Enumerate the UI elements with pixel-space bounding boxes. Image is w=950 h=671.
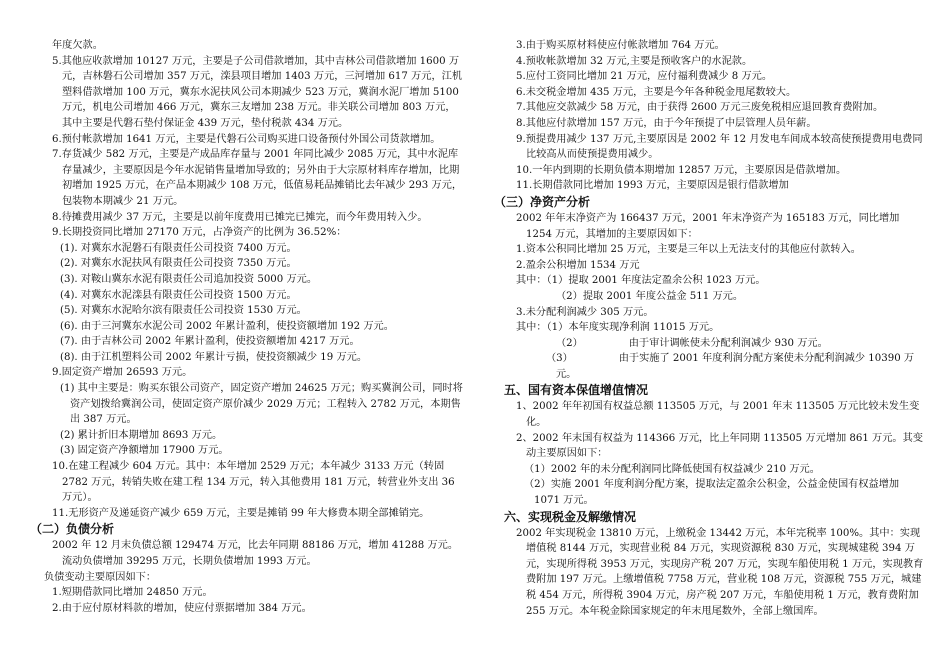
paragraph: 10.在建工程减少 604 万元。其中：本年增加 2529 万元；本年减少 3133 万元（转固 2782 万元，转销失败在建工程 134 万元，转入其他费用 181 万元，转营业外支出 36 万元）。	[52, 461, 455, 504]
paragraph: 2002 年年末净资产为 166437 万元，2001 年末净资产为 165183 万元，同比增加 1254 万元，其增加的主要原因如下：	[516, 212, 900, 240]
paragraph: （3） 由于实施了 2001 年度利润分配方案使未分配利润减少 10390 万元。	[546, 353, 915, 380]
right-column	[494, 38, 928, 619]
paragraph: 4.预收帐款增加 32 万元,主要是预收客户的水泥款。	[516, 55, 753, 67]
section-heading: （二）负债分析	[30, 522, 115, 537]
paragraph: (1) 其中主要是：购买东银公司资产，固定资产增加 24625 万元；购买冀润公司，同时将资产划拨给冀润公司，使固定资产原价减少 2029 万元；工程转入 2782 万元，本期售出 387 万元。	[60, 383, 463, 426]
paragraph: 1、2002 年年初国有权益总额 113505 万元，与 2001 年末 113505 万元比较未发生变化。	[516, 401, 920, 429]
paragraph: 9.预提费用减少 137 万元,主要原因是 2002 年 12 月发电车间成本较高使预提费用电费同比较高从而使预提费用减少。	[516, 133, 923, 161]
section-heading: （三）净资产分析	[494, 194, 591, 209]
paragraph: (2) 累计折旧本期增加 8693 万元。	[60, 429, 223, 441]
paragraph: 其中：（1）本年度实现净利润 11015 万元。	[516, 322, 720, 334]
paragraph: 年度欠款。	[52, 40, 103, 51]
paragraph: （2）实施 2001 年度利润分配方案，提取法定盈余公积金，公益金使国有权益增加 1071 万元。	[524, 479, 900, 507]
paragraph: (4). 对冀东水泥滦县有限责任公司投资 1500 万元。	[60, 289, 297, 301]
paragraph: 2002 年 12 月末负债总额 129474 万元，比去年同期 88186 万元，增加 41288 万元。流动负债增加 39295 万元，长期负债增加 1993 万元。	[52, 540, 459, 567]
paragraph: 2.盈余公积增加 1534 万元	[516, 259, 640, 271]
paragraph: 9.长期投资同比增加 27170 万元，占净资产的比例为 36.52%：	[52, 227, 347, 239]
section-heading: 五、国有资本保值增值情况	[504, 383, 649, 398]
paragraph: 1.资本公积同比增加 25 万元，主要是三年以上无法支付的其他应付款转入。	[516, 244, 861, 256]
paragraph: 3.未分配利润减少 305 万元。	[516, 306, 654, 318]
paragraph: 负债变动主要原因如下：	[44, 571, 157, 583]
paragraph: 2.由于应付原材料款的增加，使应付票据增加 384 万元。	[52, 602, 312, 614]
paragraph: 8.待摊费用减少 37 万元，主要是以前年度费用已摊完已摊完，而今年费用转入少。	[52, 211, 428, 223]
paragraph: (3) 固定资产净额增加 17900 万元。	[60, 445, 229, 457]
paragraph: (2). 对冀东水泥扶风有限责任公司投资 7350 万元。	[60, 258, 297, 270]
paragraph: 5.应付工资同比增加 21 万元，应付福利费减少 8 万元。	[516, 71, 773, 83]
paragraph: 2002 年实现税金 13810 万元，上缴税金 13442 万元，本年完税率 100%。其中：实现增值税 8144 万元，实现营业税 84 万元，实现资源税 830 万元，实现城建税 394 万元，实现所得税 3953 万元，实现房产税 207 万元，实现车船使用税 1 万元，实现教育费附加 197 万元。上缴增值税 7758 万元，营业税 108 万元，资源税 755 万元，城建税 454 万元，所得税 3904 万元，房产税 207 万元，车船使用税 1 万元，教育费附加 255 万元。本年税金除国家规定的年末甩尾数外，全部上缴国库。	[516, 527, 924, 617]
paragraph: （2） 由于审计调帐使未分配利润减少 930 万元。	[556, 337, 828, 349]
paragraph: (5). 对冀东水泥哈尔滨有限责任公司投资 1530 万元。	[60, 305, 307, 317]
paragraph: 3.由于购买原材料使应付帐款增加 764 万元。	[516, 40, 725, 51]
paragraph: 8.其他应付款增加 157 万元，由于今年预提了中层管理人员年薪。	[516, 117, 817, 129]
paragraph: (6). 由于三河冀东水泥公司 2002 年累计盈利，使投资额增加 192 万元。	[60, 320, 394, 332]
paragraph: 11.无形资产及递延资产减少 659 万元，主要是摊销 99 年大修费本期全部摊销完。	[52, 507, 430, 519]
paragraph: 5.其他应收款增加 10127 万元，主要是子公司借款增加，其中吉林公司借款增加 1600 万元，吉林磐石公司增加 357 万元，滦县项目增加 1403 万元，三河增加 617 万元，江机塑料借款增加 100 万元，冀东水泥扶风公司本期减少 523 万元，冀润水泥厂增加 5100 万元，机电公司增加 466 万元，冀东三友增加 238 万元。非关联公司增加 803 万元，其中主要是代磐石垫付保证金 439 万元，垫付税款 434 万元。	[52, 55, 463, 129]
paragraph: (8). 由于江机塑料公司 2002 年累计亏损，使投资额减少 19 万元。	[60, 351, 368, 363]
paragraph: 6.预付帐款增加 1641 万元，主要是代磐石公司购买进口设备预付外国公司货款增加。	[52, 133, 441, 145]
paragraph: 2、2002 年末国有权益为 114366 万元，比上年同期 113505 万元增加 861 万元。其变动主要原因如下：	[516, 432, 923, 460]
paragraph: 10.一年内到期的长期负债本期增加 12857 万元，主要原因是借款增加。	[516, 164, 847, 176]
section-heading: 六、实现税金及解缴情况	[504, 509, 637, 524]
paragraph: (3). 对鞍山冀东水泥有限责任公司追加投资 5000 万元。	[60, 273, 318, 285]
paragraph: 6.未交税金增加 435 万元，主要是今年各种税金甩尾数较大。	[516, 86, 797, 98]
paragraph: （1）2002 年的未分配利润同比降低使国有权益减少 210 万元。	[524, 463, 820, 475]
paragraph: 7.存货减少 582 万元，主要是产成品库存量与 2001 年同比减少 2085 万元，其中水泥库存量减少，主要原因是今年水泥销售量增加导致的；另外由于大宗原材料库存增加，比期初增加 1925 万元，在产品本期减少 108 万元，低值易耗品摊销比去年减少 293 万元，包装物本期减少 21 万元。	[52, 149, 463, 207]
paragraph: (7). 由于吉林公司 2002 年累计盈利，使投资额增加 4217 万元。	[60, 336, 360, 348]
paragraph: 7.其他应交款减少 58 万元，由于获得 2600 万元三废免税相应退回教育费附加。	[516, 102, 884, 114]
paragraph: 9.固定资产增加 26593 万元。	[52, 367, 193, 379]
paragraph: 1.短期借款同比增加 24850 万元。	[52, 587, 213, 599]
paragraph: 其中：（1）提取 2001 年度法定盈余公积 1023 万元。	[516, 275, 766, 287]
paragraph: 11.长期借款同比增加 1993 万元，主要原因是银行借款增加	[516, 180, 789, 192]
left-column	[30, 38, 464, 616]
paragraph: （2）提取 2001 年度公益金 511 万元。	[556, 290, 744, 302]
paragraph: (1). 对冀东水泥磐石有限责任公司投资 7400 万元。	[60, 242, 297, 254]
